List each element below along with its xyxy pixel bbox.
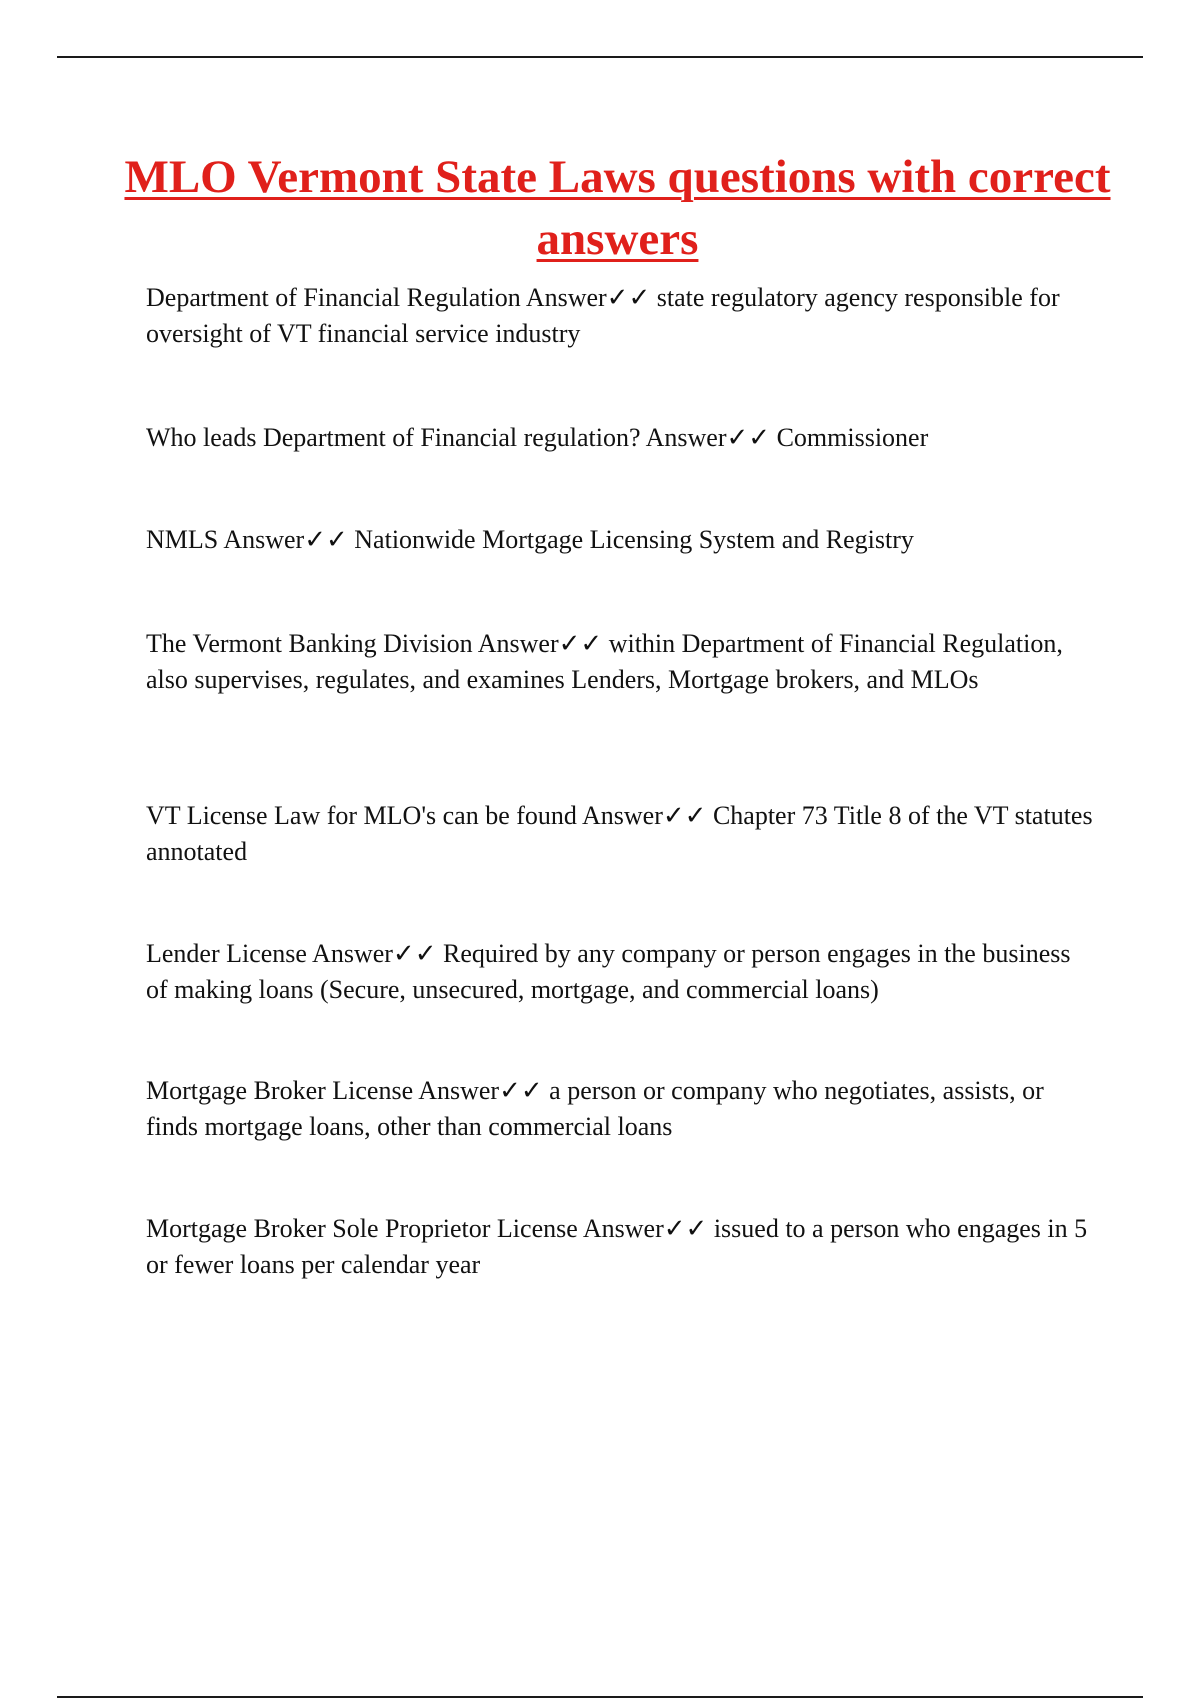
qa-term: Mortgage Broker License [146, 1076, 414, 1105]
qa-definition: Nationwide Mortgage Licensing System and Registry [354, 525, 914, 554]
bottom-rule [57, 1696, 1143, 1698]
qa-item [146, 522, 1096, 558]
qa-term: Mortgage Broker Sole Proprietor License [146, 1214, 578, 1243]
qa-definition: state regulatory agency responsible for oversight of VT financial service industry [146, 283, 1060, 348]
qa-item [146, 420, 1096, 456]
answer-marker: Answer✓✓ [581, 801, 707, 830]
top-rule [57, 56, 1143, 58]
qa-item [146, 936, 1096, 1008]
qa-term: VT License Law for MLO's can be found [146, 801, 577, 830]
answer-marker: Answer✓✓ [525, 283, 651, 312]
answer-marker: Answer✓✓ [645, 423, 771, 452]
qa-term: NMLS [146, 525, 219, 554]
answer-marker: Answer✓✓ [223, 525, 348, 554]
qa-definition: Commissioner [776, 423, 929, 452]
qa-definition: Required by any company or person engages in the business of making loans (Secure, unsecured, mortgage, and commercial loans) [146, 939, 1071, 1004]
qa-definition: Chapter 73 Title 8 of the VT statutes annotated [146, 801, 1093, 866]
answer-marker: Answer✓✓ [312, 939, 437, 968]
qa-term: Who leads Department of Financial regulation? [146, 423, 641, 452]
qa-definition: a person or company who negotiates, assists, or finds mortgage loans, other than commercial loans [146, 1076, 1044, 1141]
qa-item [146, 1073, 1096, 1145]
qa-definition: issued to a person who engages in 5 or fewer loans per calendar year [146, 1214, 1088, 1279]
answer-marker: Answer✓✓ [477, 629, 603, 658]
qa-item [146, 798, 1096, 870]
qa-item [146, 280, 1096, 352]
qa-item [146, 1211, 1096, 1283]
qa-term: The Vermont Banking Division [146, 629, 473, 658]
qa-definition: within Department of Financial Regulation, also supervises, regulates, and examines Lenders, Mortgage brokers, and MLOs [146, 629, 1063, 694]
qa-item [146, 626, 1096, 698]
answer-marker: Answer✓✓ [582, 1214, 708, 1243]
answer-marker: Answer✓✓ [418, 1076, 543, 1105]
document-title: MLO Vermont State Laws questions with correct answers [124, 151, 1111, 265]
qa-term: Department of Financial Regulation [146, 283, 521, 312]
qa-term: Lender License [146, 939, 307, 968]
